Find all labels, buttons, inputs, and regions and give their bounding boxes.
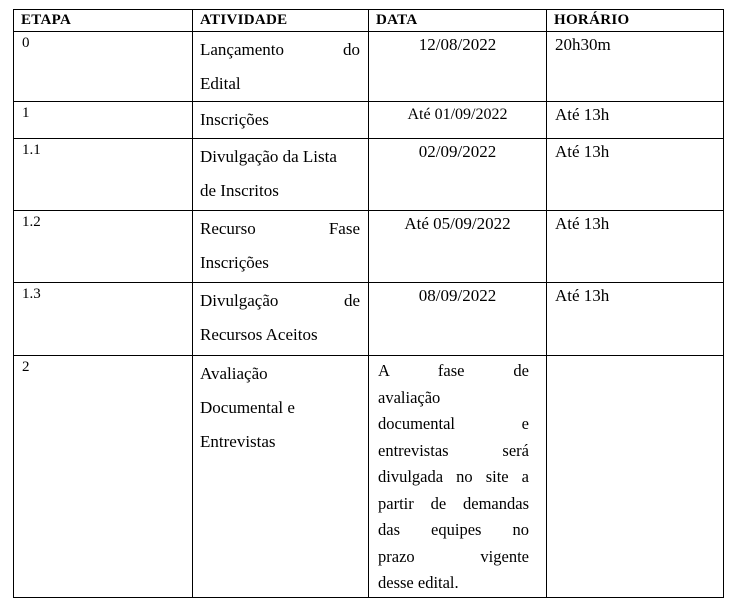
data-line: avaliação xyxy=(378,387,441,407)
atividade-cell xyxy=(193,356,369,598)
horario-cell: Até 13h xyxy=(547,102,724,139)
table-row xyxy=(14,139,724,211)
atividade-cell xyxy=(193,102,369,139)
horario-cell: Até 13h xyxy=(547,139,724,211)
data-line: prazo vigente xyxy=(378,546,529,566)
data-cell: Até 05/09/2022 xyxy=(369,211,547,283)
data-line: das equipes no xyxy=(378,520,529,539)
table-row xyxy=(14,211,724,283)
header-row xyxy=(14,10,724,32)
data-line: documental e xyxy=(378,414,529,433)
atividade-line: Avaliação xyxy=(200,364,268,383)
atividade-cell xyxy=(193,211,369,283)
header-atividade: ATIVIDADE xyxy=(193,10,369,32)
data-cell: 12/08/2022 xyxy=(369,32,547,102)
horario-cell: 20h30m xyxy=(547,32,724,102)
data-cell xyxy=(369,356,547,598)
data-cell: Até 01/09/2022 xyxy=(369,102,547,139)
horario-cell: Até 13h xyxy=(547,211,724,283)
atividade-line: Inscrições xyxy=(200,110,269,129)
atividade-line: de Inscritos xyxy=(200,181,279,200)
atividade-line: Divulgação da Lista xyxy=(200,147,337,166)
atividade-line: Divulgação de xyxy=(200,291,360,310)
horario-cell: Até 13h xyxy=(547,283,724,356)
atividade-line: Recursos Aceitos xyxy=(200,325,318,344)
header-etapa: ETAPA xyxy=(14,10,193,32)
atividade-line: Documental e xyxy=(200,398,295,417)
table-row xyxy=(14,102,724,139)
atividade-cell xyxy=(193,283,369,356)
data-line: desse edital. xyxy=(378,573,459,592)
data-line: divulgada no site a xyxy=(378,467,529,486)
atividade-cell xyxy=(193,32,369,102)
data-line: partir de demandas xyxy=(378,493,529,513)
horario-cell xyxy=(547,356,724,598)
atividade-line: Inscrições xyxy=(200,253,269,272)
table-row xyxy=(14,356,724,598)
data-line: entrevistas será xyxy=(378,440,529,460)
etapa-cell: 1.1 xyxy=(14,139,193,211)
table-row xyxy=(14,32,724,102)
etapa-cell: 1.2 xyxy=(14,211,193,283)
header-horario: HORÁRIO xyxy=(547,10,724,32)
data-line: A fase de xyxy=(378,361,529,380)
header-data: DATA xyxy=(369,10,547,32)
etapa-cell: 1.3 xyxy=(14,283,193,356)
data-paragraph xyxy=(369,356,546,597)
schedule-table xyxy=(13,9,724,598)
etapa-cell: 1 xyxy=(14,102,193,139)
data-cell: 02/09/2022 xyxy=(369,139,547,211)
atividade-line: Lançamento do xyxy=(200,40,360,59)
etapa-cell: 2 xyxy=(14,356,193,598)
etapa-cell: 0 xyxy=(14,32,193,102)
data-cell: 08/09/2022 xyxy=(369,283,547,356)
table-row xyxy=(14,283,724,356)
atividade-line: Recurso Fase xyxy=(200,219,360,238)
atividade-cell xyxy=(193,139,369,211)
atividade-line: Entrevistas xyxy=(200,432,276,451)
atividade-line: Edital xyxy=(200,74,241,93)
